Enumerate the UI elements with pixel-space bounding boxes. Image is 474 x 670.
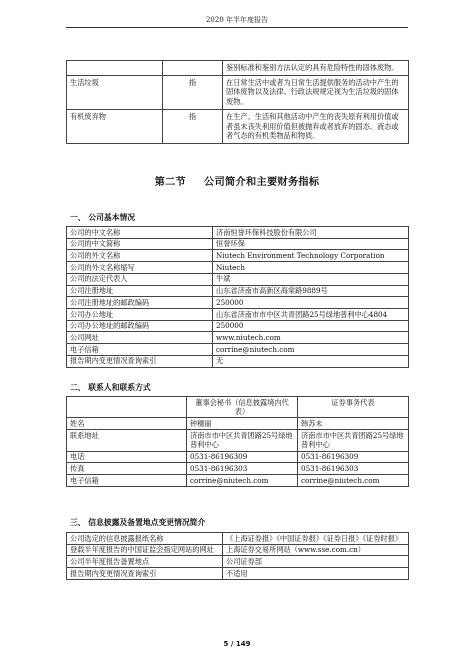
table-row (67, 227, 409, 239)
row-label: 公司半年度报告备置地点 (67, 556, 223, 568)
row-label: 报告期内变更情况查询索引 (67, 568, 223, 580)
row-label: 公司的外文名称缩写 (67, 262, 213, 274)
contacts-heading: 二、 联系人和联系方式 (70, 383, 151, 392)
definition-term: 生活垃圾 (67, 75, 163, 109)
row-value: corrine@niutech.com (213, 344, 409, 356)
table-row (67, 533, 409, 545)
definition-term (67, 61, 163, 76)
definition-row (67, 75, 409, 109)
row-value: 《上海证券报》《中国证券报》《证券日报》《证券时报》 (223, 533, 409, 545)
row-label: 公司办公地址 (67, 309, 213, 321)
definition-term: 有机废弃物 (67, 109, 163, 143)
row-label: 电话 (67, 451, 187, 463)
section-title (0, 176, 474, 190)
row-label: 公司选定的信息披露报纸名称 (67, 533, 223, 545)
row-label: 公司办公地址的邮政编码 (67, 320, 213, 332)
row-label: 公司注册地址 (67, 285, 213, 297)
row-label: 公司网址 (67, 332, 213, 344)
table-row (67, 475, 409, 487)
company-info-table (66, 226, 409, 368)
definition-sep (163, 61, 223, 76)
table-row (67, 262, 409, 274)
definition-text: 鉴别标准和鉴别方法认定的具有危险特性的固体废物。 (223, 61, 409, 76)
row-label: 登载半年度报告的中国证监会指定网站的网址 (67, 544, 223, 556)
rep-value: 韩苏未 (298, 418, 409, 430)
definition-row (67, 109, 409, 143)
table-row (67, 430, 409, 451)
table-row (67, 556, 409, 568)
definition-sep: 指 (163, 75, 223, 109)
section-name: 公司简介和主要财务指标 (204, 177, 320, 188)
definition-text: 在日常生活中或者为日常生活提供服务的活动中产生的固体废物以及法律、行政法规规定视为生活垃圾的固体废物。 (223, 75, 409, 109)
page-header: 2020 年半年度报告 (205, 16, 269, 24)
table-row (67, 418, 409, 430)
table-row (67, 273, 409, 285)
contacts-table (66, 396, 409, 487)
row-value: www.niutech.com (213, 332, 409, 344)
rep-value: corrine@niutech.com (298, 475, 409, 487)
table-row (67, 463, 409, 475)
table-row (67, 451, 409, 463)
table-row (67, 309, 409, 321)
rep-value: 济南市市中区共青团路25号绿地普利中心 (298, 430, 409, 451)
row-label: 公司的法定代表人 (67, 273, 213, 285)
section-number: 第二节 (154, 177, 187, 188)
row-label: 公司的中文名称 (67, 227, 213, 239)
row-value: 牛斌 (213, 273, 409, 285)
definition-row (67, 61, 409, 76)
table-row (67, 285, 409, 297)
table-row (67, 332, 409, 344)
column-header-rep: 证券事务代表 (298, 397, 409, 418)
page-number: 5 / 149 (223, 640, 251, 648)
definition-sep: 指 (163, 109, 223, 143)
table-row (67, 568, 409, 580)
row-value: 250000 (213, 297, 409, 309)
row-value: 公司证券部 (223, 556, 409, 568)
row-value: 上海证券交易所网站（www.sse.com.cn） (223, 544, 409, 556)
row-label: 公司的中文简称 (67, 238, 213, 250)
row-value: 山东省济南市市中区共青团路25号绿地普利中心4804 (213, 309, 409, 321)
secretary-value: 济南市市中区共青团路25号绿地普利中心 (187, 430, 298, 451)
row-label: 报告期内变更情况查询索引 (67, 355, 213, 367)
disclosure-table (66, 532, 409, 580)
row-label: 电子信箱 (67, 475, 187, 487)
row-value: 无 (213, 355, 409, 367)
table-row (67, 544, 409, 556)
row-label: 传真 (67, 463, 187, 475)
row-value: 山东省济南市高新区海棠路9889号 (213, 285, 409, 297)
table-header-row (67, 397, 409, 418)
row-value: 250000 (213, 320, 409, 332)
secretary-value: corrine@niutech.com (187, 475, 298, 487)
header-rule (66, 27, 408, 28)
row-label: 电子信箱 (67, 344, 213, 356)
rep-value: 0531-86196303 (298, 463, 409, 475)
secretary-value: 钟穗丽 (187, 418, 298, 430)
table-row (67, 355, 409, 367)
rep-value: 0531-86196309 (298, 451, 409, 463)
row-label: 姓名 (67, 418, 187, 430)
row-label: 联系地址 (67, 430, 187, 451)
column-header-secretary: 董事会秘书（信息披露境内代表） (187, 397, 298, 418)
definitions-table (66, 60, 409, 144)
row-value: 济南恒誉环保科技股份有限公司 (213, 227, 409, 239)
table-row (67, 250, 409, 262)
row-label: 公司的外文名称 (67, 250, 213, 262)
disclosure-heading: 三、 信息披露及备置地点变更情况简介 (70, 518, 206, 527)
table-row (67, 344, 409, 356)
table-row (67, 297, 409, 309)
row-value: Niutech (213, 262, 409, 274)
secretary-value: 0531-86196309 (187, 451, 298, 463)
table-row (67, 238, 409, 250)
definition-text: 在生产、生活和其他活动中产生的丧失原有利用价值或者虽未丧失利用价值但被抛弃或者放弃的固态、液态或者气态的有机类物品和物质。 (223, 109, 409, 143)
row-value: 不适用 (223, 568, 409, 580)
row-value: Niutech Environment Technology Corporation (213, 250, 409, 262)
row-label: 公司注册地址的邮政编码 (67, 297, 213, 309)
row-value: 恒誉环保 (213, 238, 409, 250)
table-row (67, 320, 409, 332)
secretary-value: 0531-86196303 (187, 463, 298, 475)
company-info-heading: 一、 公司基本情况 (70, 213, 136, 222)
